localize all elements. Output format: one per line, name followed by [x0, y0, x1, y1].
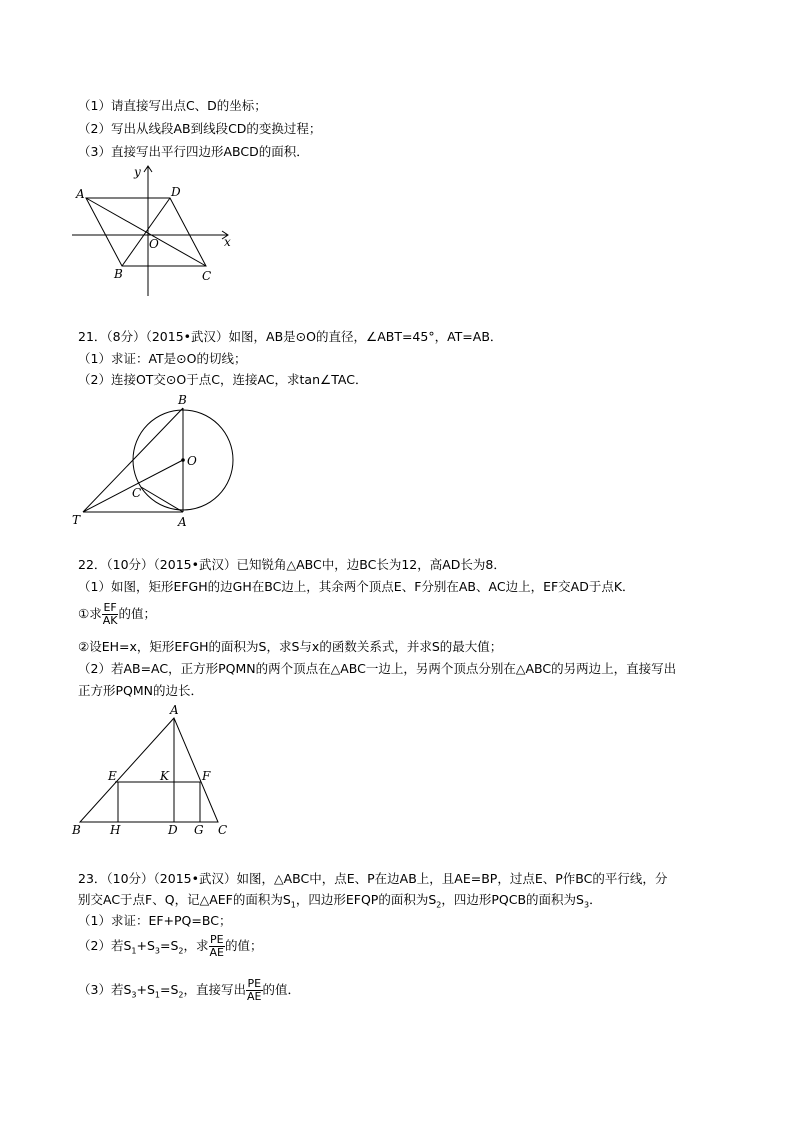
q22-sub2: ②设EH=x，矩形EFGH的面积为S，求S与x的函数关系式，并求S的最大值； [78, 639, 503, 654]
q21-part2: （2）连接OT交⊙O于点C，连接AC，求tan∠TAC． [78, 372, 368, 387]
q23-text: 别交AC于点F、Q，记△AEF的面积为S [78, 892, 291, 907]
q22-part1: （1）如图，矩形EFGH的边GH在BC边上，其余两个顶点E、F分别在AB、AC边上，EF交AD于点K． [78, 579, 635, 594]
subscript: 3 [154, 946, 160, 956]
rectangle-efgh [118, 782, 200, 822]
label-B: B [114, 267, 123, 281]
subscript: 2 [436, 900, 442, 910]
subscript: 2 [178, 990, 184, 1000]
q21-circle-figure [66, 390, 246, 530]
subscript: 1 [290, 900, 296, 910]
label-T: T [72, 513, 81, 527]
q20-part2: （2）写出从线段AB到线段CD的变换过程； [78, 121, 322, 136]
q23-text: =S [160, 938, 179, 953]
fraction-denominator: AE [209, 946, 225, 959]
fraction-denominator: AE [247, 990, 262, 1003]
subscript: 2 [178, 946, 184, 956]
label-D: D [171, 185, 181, 199]
fraction-numerator: PE [209, 933, 224, 946]
fraction-ef-over-ak [102, 602, 119, 627]
q23-text: ，直接写出 [183, 982, 247, 997]
fraction-pe-over-ae [209, 934, 225, 959]
q23-text: （3）若S [78, 982, 132, 997]
q21-part1: （1）求证：AT是⊙O的切线； [78, 351, 247, 366]
label-x: x [224, 235, 231, 249]
q22-triangle-figure [66, 702, 246, 842]
label-K: K [160, 769, 169, 783]
q23-text: 的值； [225, 938, 263, 953]
label-A: A [178, 515, 187, 529]
q23-text: ，四边形EFQP的面积为S [295, 892, 437, 907]
q22-part2-line2: 正方形PQMN的边长． [78, 683, 204, 698]
label-C: C [218, 823, 228, 837]
fraction-numerator: EF [103, 601, 117, 614]
q23-part1: （1）求证：EF+PQ=BC； [78, 913, 232, 928]
q23-part2 [78, 931, 263, 967]
q23-text: +S [136, 938, 155, 953]
q23-text: ，四边形PQCB的面积为S [441, 892, 584, 907]
label-E: E [108, 769, 117, 783]
q22-part2-line1: （2）若AB=AC，正方形PQMN的两个顶点在△ABC一边上，另两个顶点分别在△ABC的另两边上，直接写出 [78, 661, 677, 676]
label-G: G [194, 823, 204, 837]
q22-sub1-prefix: ①求 [78, 606, 102, 621]
segment-ac [141, 487, 183, 512]
subscript: 3 [131, 990, 137, 1000]
q23-text: +S [136, 982, 155, 997]
q23-stem-line1: 23．（10分）（2015•武汉）如图，△ABC中，点E、P在边AB上，且AE=BP，过点E、P作BC的平行线，分 [78, 871, 668, 886]
q23-text: 的值． [262, 982, 301, 997]
label-O: O [187, 454, 197, 468]
diagonal-bd [122, 198, 170, 266]
label-y: y [134, 165, 141, 179]
label-C: C [202, 269, 212, 283]
q22-sub1-suffix: 的值； [118, 606, 156, 621]
triangle-abc [80, 718, 218, 822]
q22-sub1 [78, 600, 156, 628]
label-A: A [170, 703, 179, 717]
label-A: A [76, 187, 85, 201]
q23-part3 [78, 975, 300, 1011]
q22-stem: 22．（10分）（2015•武汉）已知锐角△ABC中，边BC长为12，高AD长为8． [78, 557, 506, 572]
q20-coordinate-figure [66, 160, 246, 300]
label-H: H [110, 823, 121, 837]
label-B: B [178, 393, 187, 407]
fraction-denominator: AK [102, 614, 118, 627]
subscript: 3 [584, 900, 590, 910]
center-dot [181, 458, 185, 462]
q23-text: ，求 [183, 938, 209, 953]
fraction-pe-over-ae [246, 978, 262, 1003]
q23-text: ． [589, 892, 602, 907]
q23-stem-line2 [78, 891, 602, 915]
q21-stem: 21．（8分）（2015•武汉）如图，AB是⊙O的直径，∠ABT=45°，AT=AB． [78, 329, 503, 344]
q23-text: =S [160, 982, 179, 997]
q20-part1: （1）请直接写出点C、D的坐标； [78, 98, 267, 113]
q23-text: （2）若S [78, 938, 132, 953]
label-O: O [149, 237, 159, 251]
label-C: C [132, 486, 142, 500]
label-D: D [168, 823, 178, 837]
label-B: B [72, 823, 81, 837]
fraction-numerator: PE [247, 977, 262, 990]
subscript: 1 [131, 946, 137, 956]
q20-part3: （3）直接写出平行四边形ABCD的面积． [78, 144, 309, 159]
label-F: F [202, 769, 211, 783]
subscript: 1 [154, 990, 160, 1000]
